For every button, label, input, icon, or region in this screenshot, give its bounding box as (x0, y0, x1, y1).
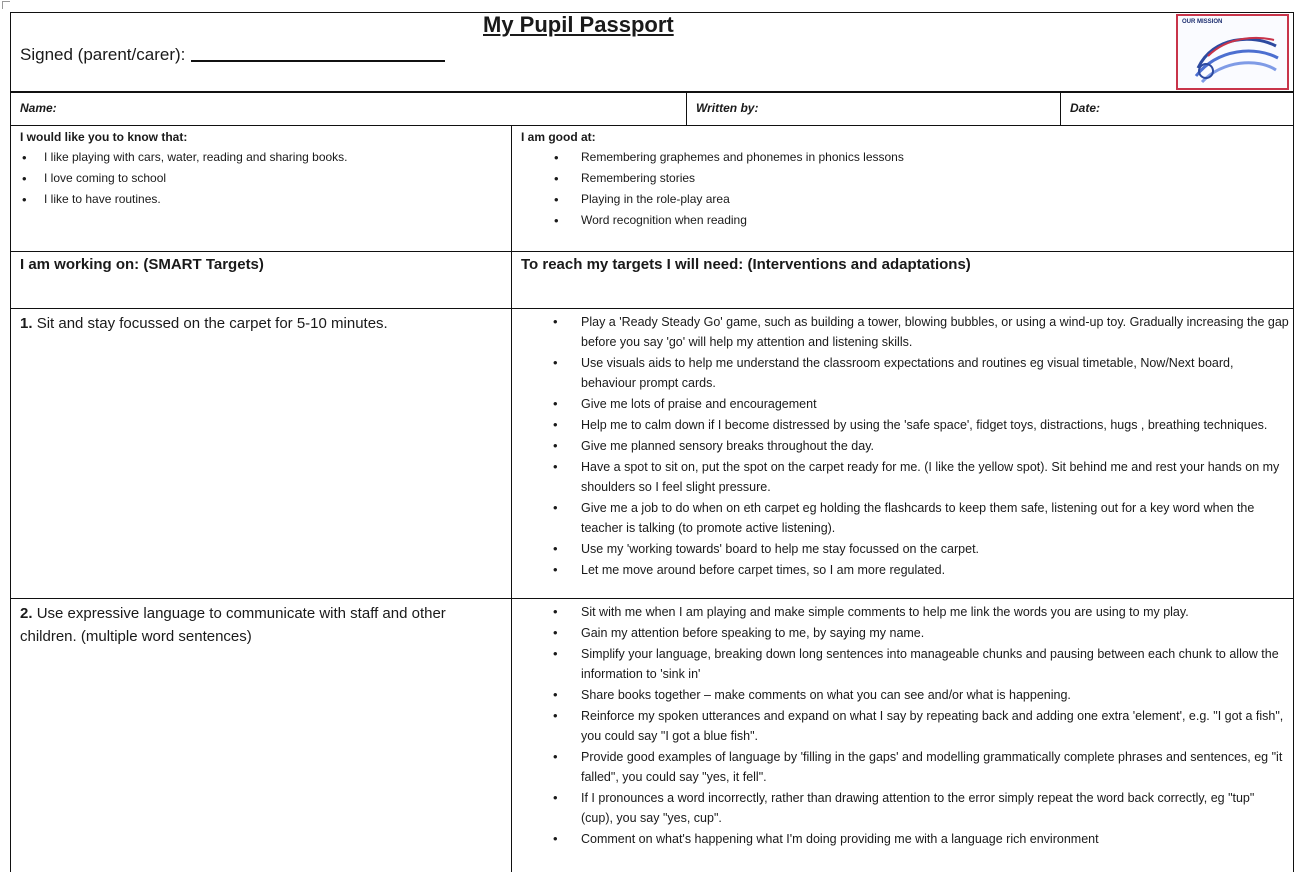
target-number: 2. (20, 605, 33, 622)
list-item: • Playing in the role-play area (511, 189, 904, 210)
signed-label: Signed (parent/carer): (20, 45, 186, 64)
list-item: • Remembering stories (511, 168, 904, 189)
target-1 (20, 312, 500, 335)
strategy-item: • Provide good examples of language by 'filling in the gaps' and modelling grammatically complete phrases and sentences, eg "it falled", you could say "yes, it fell". (511, 747, 1289, 787)
strategy-item: • Give me planned sensory breaks throughout the day. (511, 436, 1289, 456)
strategy-item: • Share books together – make comments on what you can see and/or what is happening. (511, 685, 1289, 705)
good-heading: I am good at: (521, 130, 596, 144)
divider (10, 308, 1294, 309)
divider (10, 91, 1294, 93)
divider (10, 251, 1294, 252)
strategy-item: • Give me lots of praise and encouragement (511, 394, 1289, 414)
list-item: • Word recognition when reading (511, 210, 904, 231)
divider (1060, 92, 1061, 125)
list-item: • I like to have routines. (14, 189, 348, 210)
logo-emblem-icon (1178, 16, 1289, 90)
list-item: • I love coming to school (14, 168, 348, 189)
target-text: Use expressive language to communicate with staff and other children. (multiple word sentences) (20, 605, 446, 645)
targets-heading: I am working on: (SMART Targets) (20, 256, 264, 273)
name-label: Name: (20, 101, 57, 115)
divider (10, 125, 1294, 126)
strategy-item: • Use visuals aids to help me understand the classroom expectations and routines eg visual timetable, Now/Next board, behaviour prompt cards. (511, 353, 1289, 393)
list-item: • I like playing with cars, water, reading and sharing books. (14, 147, 348, 168)
page-title: My Pupil Passport (483, 12, 674, 37)
divider (10, 598, 1294, 599)
strategy-item: • Sit with me when I am playing and make simple comments to help me link the words you are using to my play. (511, 602, 1289, 622)
strategy-item: • Have a spot to sit on, put the spot on the carpet ready for me. (I like the yellow spot). Sit behind me and rest your hands on my shoulders so I feel slight pressure. (511, 457, 1289, 497)
strategy-item: • Let me move around before carpet times, so I am more regulated. (511, 560, 1289, 580)
strategy-item: • Give me a job to do when on eth carpet eg holding the flashcards to keep them safe, listening out for a key word when the teacher is talking (to promote active listening). (511, 498, 1289, 538)
strategy-item: • If I pronounces a word incorrectly, rather than drawing attention to the error simply repeat the word back correctly, eg "tup" (cup), you say "yes, cup". (511, 788, 1289, 828)
target-text: Sit and stay focussed on the carpet for 5-10 minutes. (36, 315, 388, 332)
date-label: Date: (1070, 101, 1101, 115)
know-list (14, 147, 348, 210)
signed-field (20, 45, 445, 65)
strategy-item: • Comment on what's happening what I'm doing providing me with a language rich environment (511, 829, 1289, 849)
divider (686, 92, 687, 125)
target-2-strategies (511, 602, 1289, 850)
strategy-item: • Play a 'Ready Steady Go' game, such as building a tower, blowing bubbles, or using a wind-up toy. Gradually increasing the gap before you say 'go' will help my attention and listening skills. (511, 312, 1289, 352)
strategy-item: • Use my 'working towards' board to help me stay focussed on the carpet. (511, 539, 1289, 559)
strategy-item: • Help me to calm down if I become distressed by using the 'safe space', fidget toys, distractions, hugs , breathing techniques. (511, 415, 1289, 435)
list-item: • Remembering graphemes and phonemes in phonics lessons (511, 147, 904, 168)
strategy-item: • Simplify your language, breaking down long sentences into manageable chunks and pausing between each chunk to allow the information to 'sink in' (511, 644, 1289, 684)
logo-caption: OUR MISSION (1182, 19, 1223, 25)
target-2 (20, 602, 500, 648)
strategy-item: • Gain my attention before speaking to me, by saying my name. (511, 623, 1289, 643)
know-heading: I would like you to know that: (20, 130, 188, 144)
corner-mark (2, 1, 10, 9)
interventions-heading: To reach my targets I will need: (Interventions and adaptations) (521, 256, 971, 273)
good-list (511, 147, 904, 231)
target-1-strategies (511, 312, 1289, 581)
school-logo (1176, 14, 1289, 90)
target-number: 1. (20, 315, 33, 332)
written-by-label: Written by: (696, 101, 759, 115)
strategy-item: • Reinforce my spoken utterances and expand on what I say by repeating back and adding one extra 'element', e.g. "I got a fish", you could say "I got a blue fish". (511, 706, 1289, 746)
signature-line (191, 60, 445, 62)
